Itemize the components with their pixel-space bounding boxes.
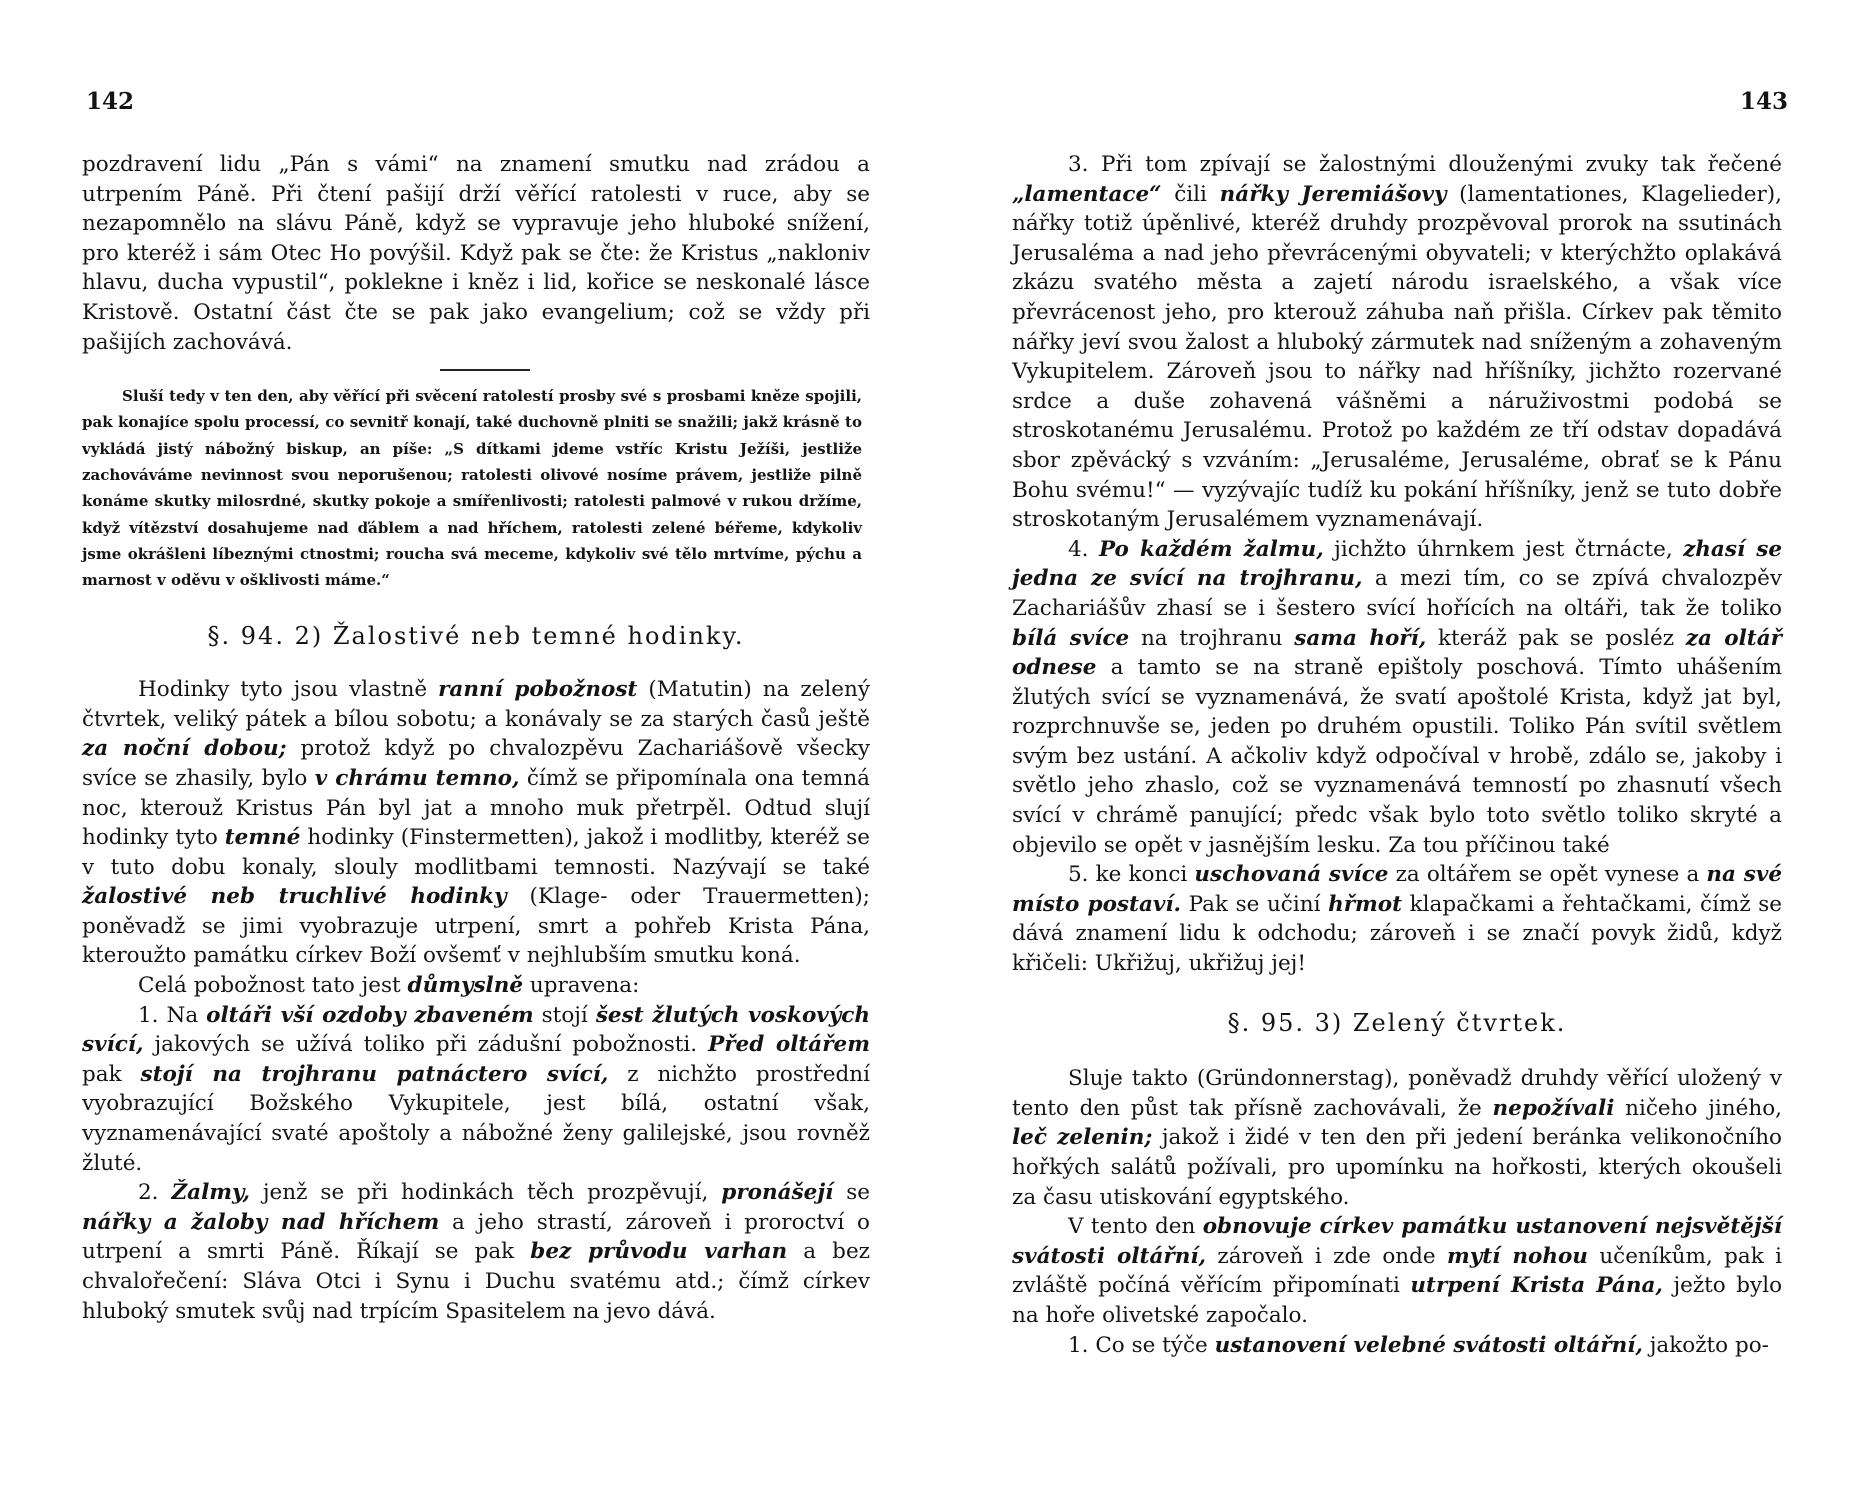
page-number-left: 142 [86,88,135,115]
page-number-right: 143 [1739,88,1788,115]
left-paragraph-2: Hodinky tyto jsou vlastně ranní pobožnost (Matutin) na zelený čtvrtek, veliký pátek a bílou sobotu; a konávaly se za starých časů ještě za noční dobou; protož když po chvalozpěvu Zachariášově všecky svíce se zhasily, bylo v chrámu temno, čímž se připomínala ona temná noc, kterouž Kristus Pán byl jat a mnoho muk přetrpěl. Odtud slují hodinky tyto temné hodinky (Finstermetten), jakož i modlitby, kteréž se v tuto dobu konaly, slouly modlitbami temnosti. Nazývají se také žalostivé neb truchlivé hodinky (Klage- oder Trauermetten); poněvadž se jimi vyobrazuje utrpení, smrt a pohřeb Krista Pána, kteroužto památku církev Boží ovšemť v nejhlubším smutku koná. [82,677,870,969]
right-paragraph-3: 5. ke konci uschovaná svíce za oltářem se opět vynese a na své místo postaví. Pak se učiní hřmot klapačkami a řehtačkami, čímž se dává znamení lidu k odchodu; zároveň i se značí povyk židů, když křičeli: Ukřižuj, ukřižuj jej! [1012,862,1783,977]
left-paragraph-3: Celá pobožnost tato jest důmyslně upravena: [138,973,640,999]
section-heading-95: §. 95. 3) Zelený čtvrtek. [1227,1008,1567,1037]
right-page [1012,0,1788,1500]
right-paragraph-5: V tento den obnovuje církev památku ustanovení nejsvětější svátosti oltářní, zároveň i zde onde mytí nohou učeníkům, pak i zvláště počíná věřícím připomínati utrpení Krista Pána, ježto bylo na hoře olivetské započalo. [1012,1214,1783,1328]
right-paragraph-2: 4. Po každém žalmu, jichžto úhrnkem jest čtrnácte, zhasí se jedna ze svící na trojhranu, a mezi tím, co se zpívá chvalozpěv Zachariášův zhasí se i šestero svící hořících na oltáři, tak že toliko bílá svíce na trojhranu sama hoří, kteráž pak se posléz za oltář odnese a tamto se na straně epištoly poschová. Tímto uhášením žlutých svící se vyznamenává, že svatí apoštolé Krista, když jat byl, rozprchnuvše se, jeden po druhém opustili. Toliko Pán svítil světlem svým bez ustání. A ačkoliv když odpočíval v hrobě, zdálo se, jakoby i světlo jeho zhaslo, což se vyznamenává temností po zhasnutí všech svící v chrámě panující; předc však bylo toto světlo toliko skryté a objevilo se opět v jasnějším lesku. Za tou příčinou také [1012,536,1782,858]
right-paragraph-6: 1. Co se týče ustanovení velebné svátosti oltářní, jakožto po- [1068,1332,1769,1358]
left-paragraph-4: 1. Na oltáři vší ozdoby zbaveném stojí šest žlutých voskových svící, jakových se užívá toliko při zádušní pobožnosti. Před oltářem pak stojí na trojhranu patnáctero svící, z nichžto prostřední vyobrazující Božského Vykupitele, jest bílá, ostatní však, vyznamenávající svaté apoštoly a nábožné ženy galilejské, jsou rovněž žluté. [82,1002,871,1176]
left-paragraph-5: 2. Žalmy, jenž se při hodinkách těch prozpěvují, pronášejí se nářky a žaloby nad hříchem a jeho strastí, zároveň i proroctví o utrpení a smrti Páně. Říkají se pak bez průvodu varhan a bez chvalořečení: Sláva Otci i Synu i Duchu svatému atd.; čímž církev hluboký smutek svůj nad trpícím Spasitelem na jevo dává. [82,1180,870,1324]
left-page-body [82,150,870,1326]
right-page-body [1012,150,1782,1360]
section-heading-94: §. 94. 2) Žalostivé neb temné hodinky. [207,621,745,650]
footnote-text: Sluší tedy v ten den, aby věřící při svěcení ratolestí prosby své s prosbami kněze spojili, pak konajíce spolu processí, co sevnitř konají, také duchovně plniti se snažili; jakž krásně to vykládá jistý nábožný biskup, an píše: „S dítkami jdeme vstříc Kristu Ježíši, jestliže zachováváme nevinnost svou neporušenou; ratolesti olivové nosíme právem, jestliže pilně konáme skutky milosrdné, skutky pokoje a smířenlivosti; ratolesti palmové v rukou držíme, když vítězství dosahujeme nad ďáblem a nad hříchem, ratolesti zelené béřeme, kdykoliv jsme okrášleni líbeznými ctnostmi; roucha svá meceme, kdykoliv své tělo mrtvíme, pýchu a marnost v oděvu v ošklivosti máme.“ [82,387,862,590]
right-paragraph-4: Sluje takto (Gründonnerstag), poněvadž druhdy věřící uložený v tento den půst tak přísně zachovávali, že nepožívali ničeho jiného, leč zelenin; jakož i židé v ten den při jedení beránka velikonočního hořkých salátů požívali, pro upomínku na hořkosti, kterých okoušeli za času utiskování egyptského. [1012,1066,1782,1210]
left-paragraph-1: pozdravení lidu „Pán s vámi“ na znamení smutku nad zrádou a utrpením Páně. Při čtení pašijí drží věřící ratolesti v ruce, aby se nezapomnělo na slávu Páně, když se vypravuje jeho hluboké snížení, pro kteréž i sám Otec Ho povýšil. Když pak se čte: že Kristus „nakloniv hlavu, ducha vypustil“, poklekne i kněz i lid, kořice se neskonalé lásce Kristově. Ostatní část čte se pak jako evangelium; což se vždy při pašijích zachovává. [82,152,870,355]
right-paragraph-1: 3. Při tom zpívají se žalostnými dlouženými zvuky tak řečené „lamentace“ čili nářky Jeremiášovy (lamentationes, Klagelieder), nářky totiž úpěnlivé, kteréž druhdy prozpěvoval prorok na ssutinách Jerusaléma a nad jeho převrácenými obyvateli; v kterýchžto oplakává zkázu svatého města a zajetí národu israelského, a však více převrácenost jeho, pro kterouž záhuba naň přišla. Církev pak těmito nářky jeví svou žalost a hluboký zármutek nad sníženým a zohaveným Vykupitelem. Zároveň jsou to nářky nad hříšníky, jichžto rozervané srdce a duše zohavená vášněmi a náruživostmi podobá se stroskotanému Jerusalému. Protož po každém ze tří odstav dopadává sbor zpěvácký s vzváním: „Jerusaléme, Jerusaléme, obrať se k Pánu Bohu svému!“ — vyzývajíc tudíž ku pokání hříšníky, jenž se tuto dobře stroskotaným Jerusalémem vyznamenávají. [1012,152,1782,533]
left-page [70,0,870,1500]
footnote [82,383,870,593]
footnote-divider [440,369,530,371]
